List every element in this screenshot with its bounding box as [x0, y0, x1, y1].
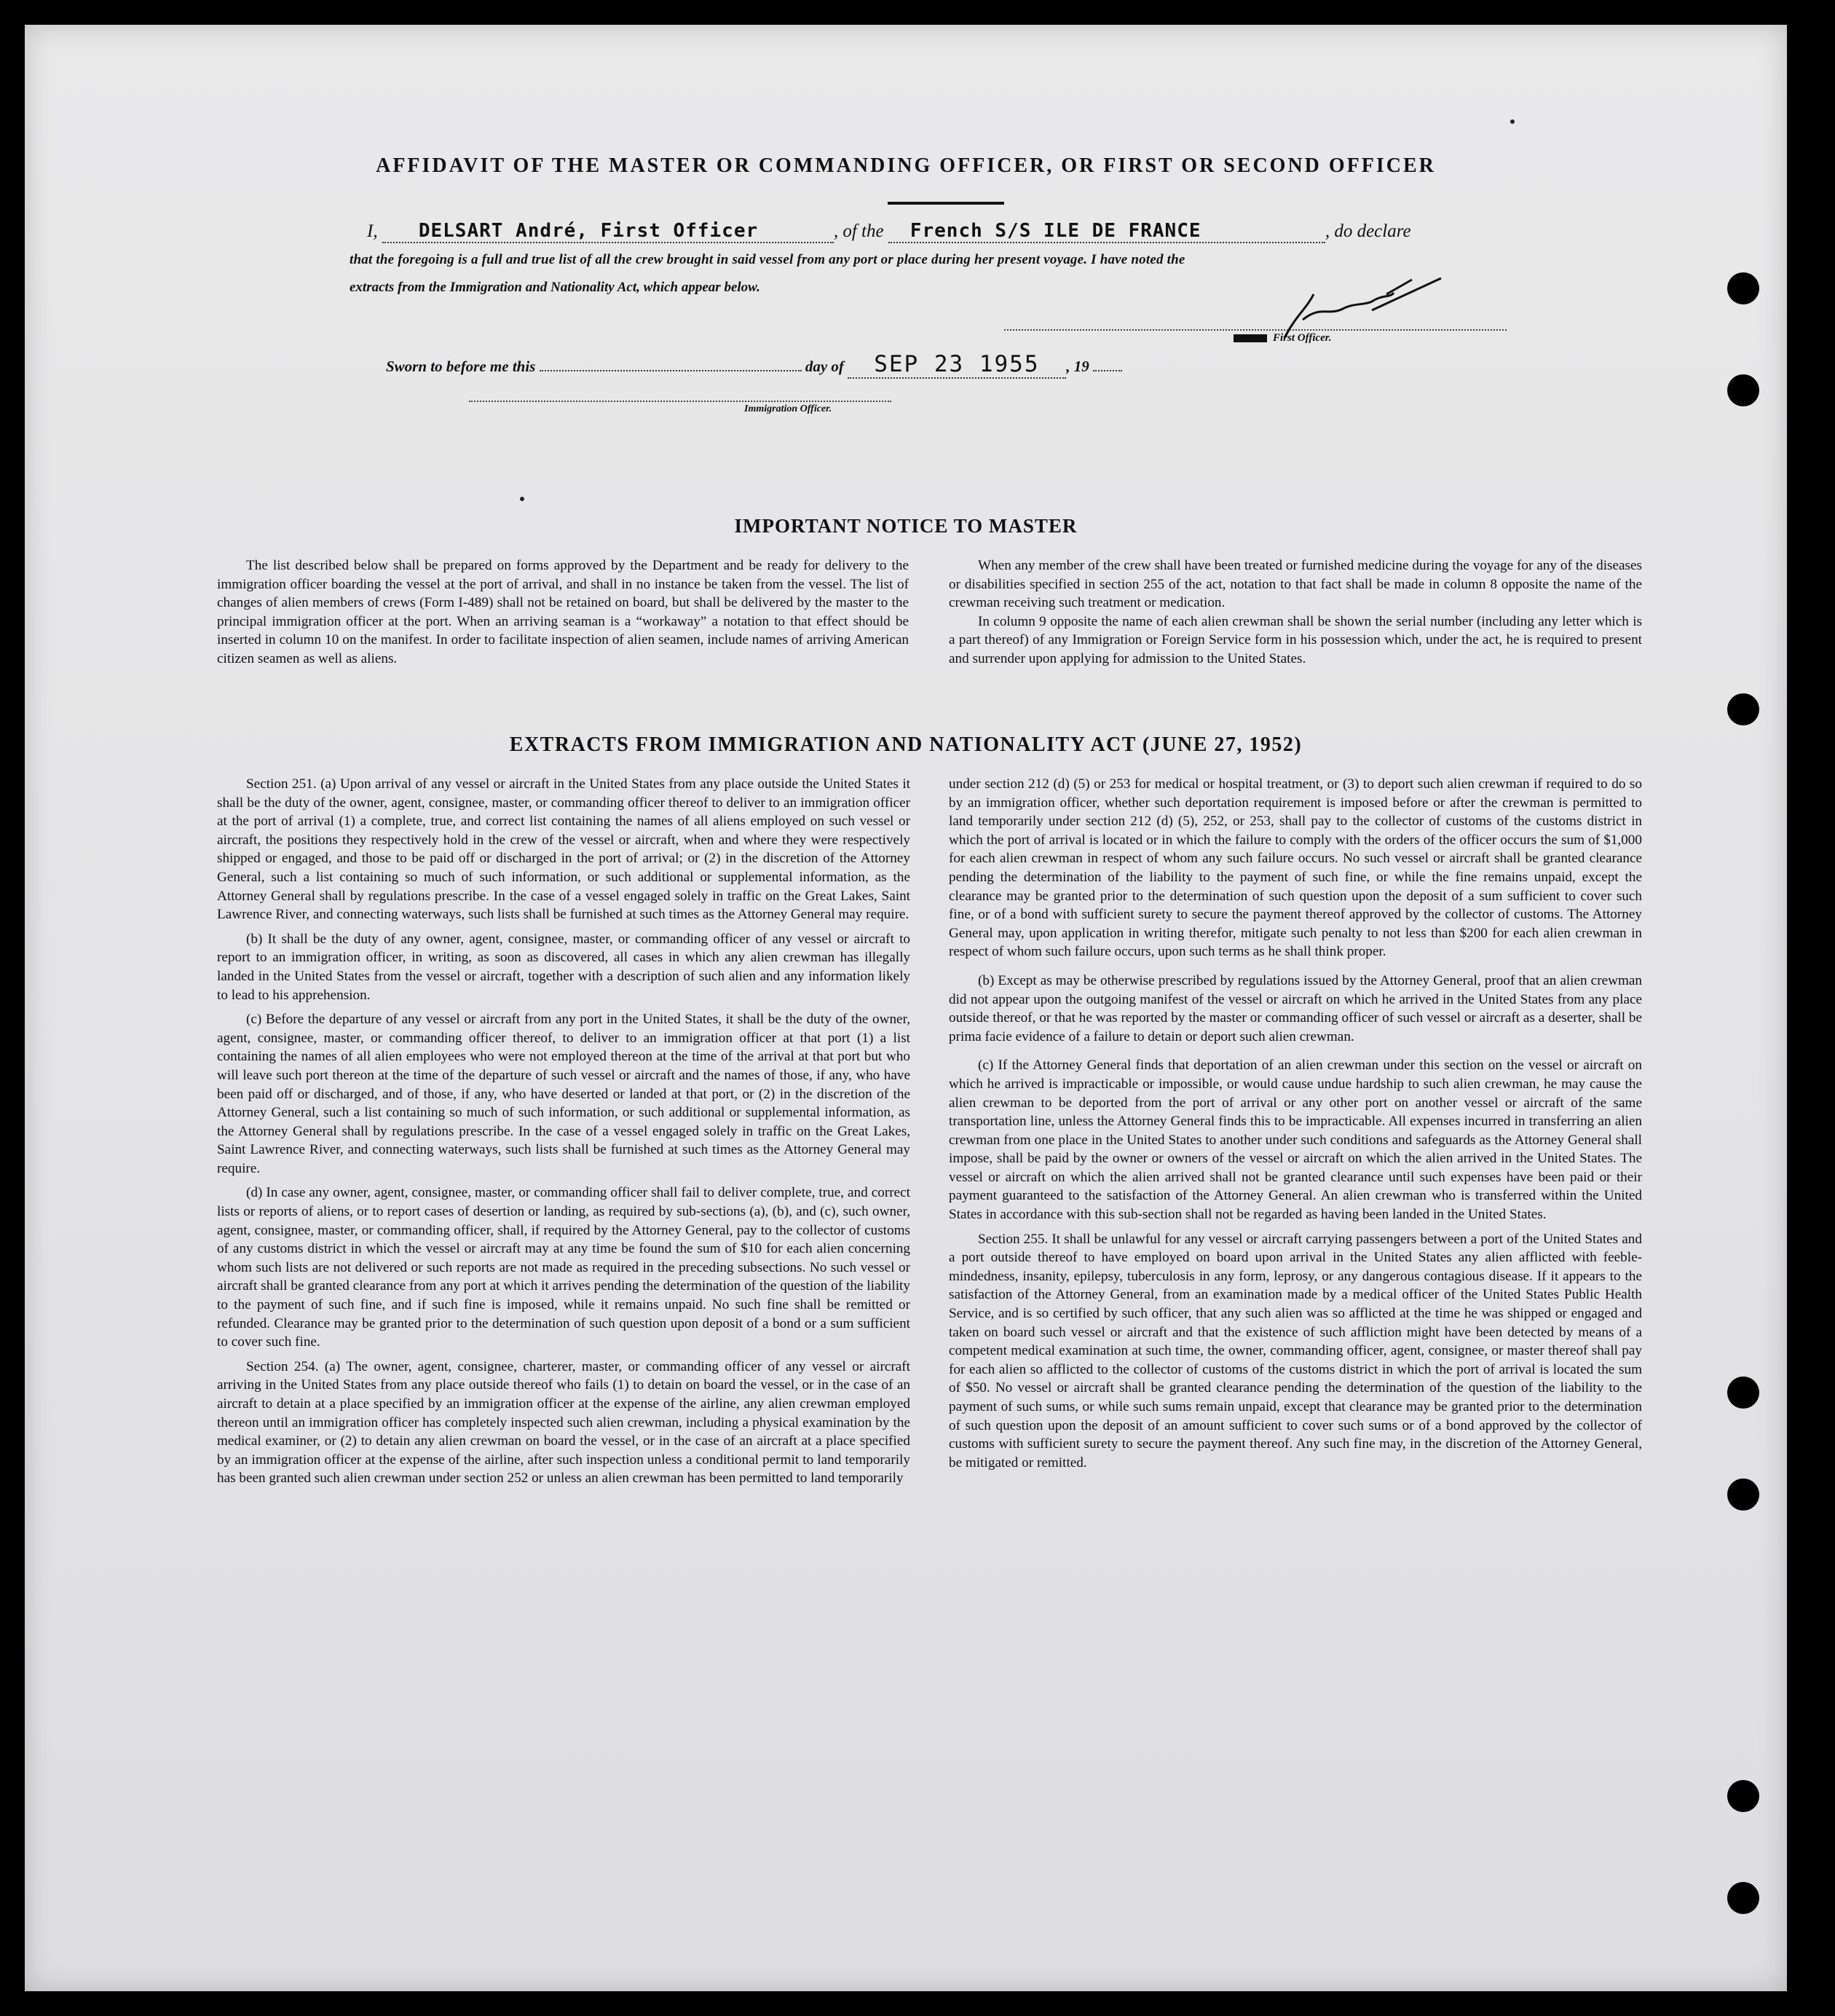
notice-right-p1: When any member of the crew shall have been treated or furnished medicine during the voyage for any of the diseases or disabilities specified in section 255 of the act, notation to that fact shall be made in column 8 opposite the name of the crewman receiving such treatment or medication. — [949, 558, 1642, 611]
officer-label-text: First Officer. — [1273, 332, 1332, 344]
declaration-prefix: I, — [367, 221, 378, 241]
officer-title-label — [1234, 332, 1332, 344]
extracts-title: EXTRACTS FROM IMMIGRATION AND NATIONALITY ACT (JUNE 27, 1952) — [509, 733, 1303, 756]
binder-hole — [1727, 1780, 1759, 1812]
declaration-line-3: extracts from the Immigration and Nationality Act, which appear below. — [350, 280, 760, 295]
day-of-label: day of — [805, 358, 844, 375]
notice-left-text: The list described below shall be prepared on forms approved by the Department and be ready for delivery to the immigration officer boarding the vessel at the port of arrival, and shall in no instance be taken from the vessel. The list of changes of alien members of crews (Form I-489) shall not be retained on board, but shall be delivered by the master to the principal immigration officer at the port. When an arriving seaman is a “workaway” a notation to that effect should be inserted in column 10 on the manifest. In order to facilitate inspection of alien seamen, include names of arriving American citizen seamen as well as aliens. — [217, 558, 909, 666]
document-page — [25, 25, 1787, 1991]
binder-hole — [1727, 1377, 1759, 1409]
binder-hole — [1727, 272, 1759, 304]
section-254a-cont: under section 212 (d) (5) or 253 for medical or hospital treatment, or (3) to deport such alien crewman if required to do so by an immigration officer, whether such deportation requirement is imposed before or after the crewman is permitted to land temporarily under section 212 (d) (5), 252, or 253, shall pay to the collector of customs of the customs district in which the port of arrival is located or in which the failure to comply with the orders of the officer occurs the sum of $1,000 for each alien crewman in respect of whom any such failure occurs. No such vessel or aircraft shall be granted clearance pending the determination of the liability to the payment of such fine, or while the fine remains unpaid, except the clearance may be granted prior to the determination of such question upon the deposit of a sum sufficient to cover such fine, or of a bond with sufficient surety to secure the payment thereof approved by the collector of customs. The Attorney General may, upon application in writing therefor, mitigate such penalty to not less than $200 for each alien crewman in respect of whom such failure occurs, upon such terms as he shall think proper. — [949, 776, 1642, 960]
affidavit-title: AFFIDAVIT OF THE MASTER OR COMMANDING OFFICER, OR FIRST OR SECOND OFFICER — [376, 154, 1436, 177]
section-254a: Section 254. (a) The owner, agent, consignee, charterer, master, or commanding officer of any vessel or aircraft arriving in the United States from any place outside thereof who fails (1) to detain on board the vessel, or in the case of an aircraft to detain at a place specified by an immigration officer at the expense of the airline, any alien crewman employed thereon until an immigration officer has completely inspected such alien crewman, including a physical examination by the medical examiner, or (2) to detain any alien crewman on board the vessel, or in the case of an aircraft at a place specified by an immigration officer at the expense of the airline, after such inspection unless a conditional permit to land temporarily has been granted such alien crewman under section 252 or unless an alien crewman has been permitted to land temporarily — [217, 1358, 910, 1487]
extracts-right-column — [949, 775, 1642, 1472]
signature-line — [1004, 329, 1507, 331]
redacted-mark — [1234, 334, 1267, 342]
extracts-left-column — [217, 775, 910, 1488]
section-251b: (b) It shall be the duty of any owner, agent, consignee, master, or commanding officer of any vessel or aircraft to report to an immigration officer, in writing, as soon as discovered, all cases in which any alien crewman has illegally landed in the United States from the vessel or aircraft, together with a description of such alien and any information likely to lead to his apprehension. — [217, 931, 910, 1003]
declaration-line-2: that the foregoing is a full and true list of all the crew brought in said vessel from any port or place during her present voyage. I have noted the — [350, 252, 1185, 267]
year-field — [1093, 370, 1122, 371]
sworn-day-field — [540, 370, 802, 371]
section-254b: (b) Except as may be otherwise prescribed by regulations issued by the Attorney General, proof that an alien crewman did not appear upon the outgoing manifest of the vessel or aircraft on which he arrived in the United States from any place outside thereof, or that he was reported by the master or commanding officer of such vessel or aircraft as a deserter, shall be prima facie evidence of a failure to detain or deport such alien crewman. — [949, 972, 1642, 1044]
title-underline — [888, 202, 1004, 205]
sworn-date-field — [848, 351, 1066, 379]
binder-hole — [1727, 1882, 1759, 1914]
year-label: , 19 — [1066, 358, 1089, 375]
section-254c: (c) If the Attorney General finds that deportation of an alien crewman under this section on the vessel or aircraft on which he arrived is impracticable or impossible, or would cause undue hardship to such alien crewman, he may cause the alien crewman to be deported from the port of arrival or any other port on another vessel or aircraft of the same transportation line, unless the Attorney General finds this to be impracticable. All expenses incurred in transferring an alien crewman from one place in the United States to another under such conditions and safeguards as the Attorney General shall impose, shall be paid by the owner or owners of the vessel or aircraft on which the alien arrived in the United States. The vessel or aircraft on which the alien arrived shall not be granted clearance until such expenses have been paid or their payment guaranteed to the satisfaction of the Attorney General. An alien crewman who is transferred within the United States in accordance with this sub-section shall not be regarded as having been landed in the United States. — [949, 1058, 1642, 1223]
immigration-officer-label: Immigration Officer. — [744, 403, 832, 414]
speck — [520, 497, 524, 501]
section-251a: Section 251. (a) Upon arrival of any vessel or aircraft in the United States from any place outside the United States it shall be the duty of the owner, agent, consignee, master, or commanding officer thereof to deliver to an immigration officer at the port of arrival (1) a complete, true, and correct list containing the names of all aliens employed on such vessel or aircraft, the positions they respectively hold in the crew of the vessel or aircraft, when and where they were respectively shipped or engaged, and those to be paid off or discharged in the port of arrival; or (2) in the discretion of the Attorney General, such a list containing so much of such information, or such additional or supplemental information, as the Attorney General shall by regulations prescribe. In the case of a vessel engaged solely in traffic on the Great Lakes, Saint Lawrence River, and connecting waterways, such lists shall be furnished at such times as the Attorney General may require. — [217, 776, 910, 923]
declaration-line — [367, 220, 1503, 243]
of-the-label: , of the — [833, 221, 884, 241]
binder-hole — [1727, 374, 1759, 406]
section-255: Section 255. It shall be unlawful for any vessel or aircraft carrying passengers between a port of the United States and a port outside thereof to have employed on board upon arrival in the United States any alien afflicted with feeble-mindedness, insanity, epilepsy, tuberculosis in any form, leprosy, or any dangerous contagious disease. If it appears to the satisfaction of the Attorney General, from an examination made by a medical officer of the United States Public Health Service, and is so certified by such officer, that any such alien was so afflicted at the time he was shipped or engaged and taken on board such vessel or aircraft and that the existence of such affliction might have been detected by means of a competent medical examination at such time, the owner, commanding officer, agent, consignee, or master thereof shall pay for each alien so afflicted to the collector of customs of the customs district in which the port of arrival is located the sum of $50. No vessel or aircraft shall be granted clearance pending the determination of the question of the liability to the payment of such sums, or while such sums remain unpaid, except that clearance may be granted prior to the determination of such question upon the deposit of an amount sufficient to cover such sums or of a bond approved by the collector of customs with sufficient surety to secure the payment thereof. Any such fine may, in the discretion of the Attorney General, be mitigated or remitted. — [949, 1231, 1642, 1470]
date-stamp: SEP 23 1955 — [874, 351, 1040, 377]
section-251c: (c) Before the departure of any vessel or aircraft from any port in the United States, it shall be the duty of the owner, agent, consignee, master, or commanding officer thereof, to deliver to an immigration officer at that port (1) a list containing the names of all alien employees who were not employed thereon at the time of the arrival at that port but who will leave such port thereon at the time of the departure of such vessel or aircraft and the names of those, if any, who have been paid off or discharged, and of those, if any, who have deserted or landed at that port, or (2) in the discretion of the Attorney General, such a list containing so much of such information, or such additional or supplemental information, as the Attorney General shall by regulations prescribe. In the case of a vessel engaged solely in traffic on the Great Lakes, Saint Lawrence River, and connecting waterways, such lists shall be furnished at such times as the Attorney General may require. — [217, 1012, 910, 1176]
binder-hole — [1727, 1478, 1759, 1511]
vessel-field — [888, 220, 1325, 243]
officer-name-value: DELSART André, First Officer — [418, 220, 759, 242]
do-declare-label: , do declare — [1325, 221, 1411, 241]
vessel-value: French S/S ILE DE FRANCE — [909, 220, 1201, 242]
notice-right-p2: In column 9 opposite the name of each alien crewman shall be shown the serial number (including any letter which is a part thereof) of any Immigration or Foreign Service form in his possession which, under the act, he is required to present and surrender upon applying for admission to the United States. — [949, 613, 1642, 666]
notice-left-column — [217, 556, 909, 669]
notice-title: IMPORTANT NOTICE TO MASTER — [734, 515, 1078, 537]
binder-hole — [1727, 693, 1759, 725]
speck — [1510, 119, 1515, 124]
sworn-line — [386, 351, 1122, 379]
immigration-officer-line — [469, 401, 891, 402]
sworn-prefix: Sworn to before me this — [386, 358, 536, 375]
notice-right-column — [949, 556, 1642, 669]
officer-name-field — [382, 220, 834, 243]
section-251d: (d) In case any owner, agent, consignee, master, or commanding officer shall fail to deliver complete, true, and correct lists or reports of aliens, or to report cases of desertion or landing, as required by sub-sections (a), (b), and (c), such owner, agent, consignee, master, or commanding officer, shall, if required by the Attorney General, pay to the collector of customs of any customs district in which the vessel or aircraft may at any time be found the sum of $10 for each alien concerning whom such lists are not delivered or such reports are not made as required in the preceding subsections. No such vessel or aircraft shall be granted clearance from any port at which it arrives pending the determination of the question of the liability to the payment of such fine, and if such fine is imposed, while it remains unpaid. No such fine shall be remitted or refunded. Clearance may be granted prior to the determination of such question upon deposit of a bond or a sum sufficient to cover such fine. — [217, 1185, 910, 1350]
